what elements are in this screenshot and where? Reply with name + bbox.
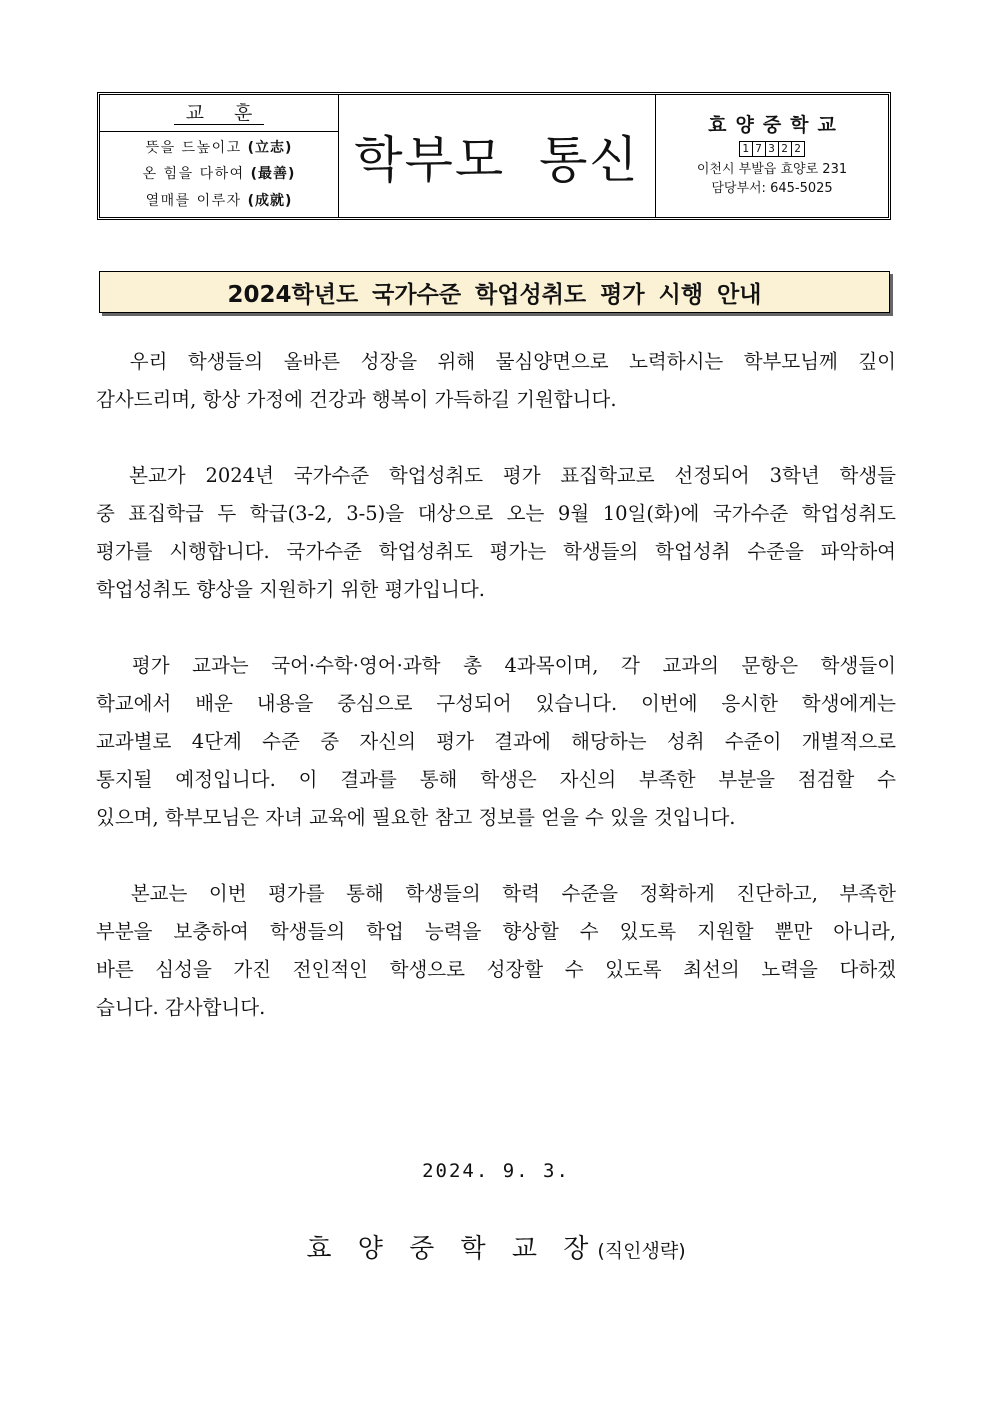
- motto-line-hanja: (最善): [250, 166, 296, 183]
- paragraph-line: 학교에서 배운 내용을 중심으로 구성되어 있습니다. 이번에 응시한 학생에게는: [96, 692, 896, 715]
- paragraph-line: 평가 교과는 국어·수학·영어·과학 총 4과목이며, 각 교과의 문항은 학생들이: [96, 654, 896, 677]
- postcode-digit: 1: [739, 141, 753, 157]
- newsletter-title: 학부모 통신: [354, 131, 640, 189]
- school-motto-box: [100, 95, 339, 217]
- motto-heading-cell: [100, 95, 338, 132]
- paragraph-line: 감사드리며, 항상 가정에 건강과 행복이 가득하길 기원합니다.: [96, 388, 617, 411]
- paragraph-line: 바른 심성을 가진 전인적인 학생으로 성장할 수 있도록 최선의 노력을 다하겠: [96, 958, 896, 981]
- paragraph-line: 습니다. 감사합니다.: [96, 996, 266, 1019]
- motto-line-hanja: (成就): [247, 192, 293, 209]
- principal-title: 효 양 중 학 교 장: [306, 1234, 598, 1264]
- paragraph: [96, 343, 896, 419]
- school-address: 이천시 부발읍 효양로 231: [696, 162, 848, 177]
- motto-line-text: 온 힘을 다하여: [142, 166, 245, 183]
- paragraph-line: 통지될 예정입니다. 이 결과를 통해 학생은 자신의 부족한 부분을 점검할 수: [96, 768, 896, 791]
- notice-title-box: [99, 271, 890, 313]
- newsletter-title-cell: [339, 95, 656, 217]
- paragraph-line: 평가를 시행합니다. 국가수준 학업성취도 평가는 학생들의 학업성취 수준을 파악하여: [96, 540, 896, 563]
- paragraph-line: 교과별로 4단계 수준 중 자신의 평가 결과에 해당하는 성취 수준이 개별적으로: [96, 730, 896, 753]
- paragraph-line: 학업성취도 향상을 지원하기 위한 평가입니다.: [96, 578, 485, 601]
- postcode-digit: 7: [752, 141, 766, 157]
- paragraph: [96, 647, 896, 837]
- motto-lines: [100, 132, 338, 217]
- postcode-digit: 2: [791, 141, 805, 157]
- newsletter-header: [97, 92, 891, 220]
- motto-line-text: 뜻을 드높이고: [145, 140, 242, 157]
- motto-heading: 교 훈: [174, 102, 265, 125]
- signature-block: [0, 1228, 992, 1265]
- motto-line-hanja: (立志): [247, 140, 293, 157]
- paragraph-line: 있으며, 학부모님은 자녀 교육에 필요한 참고 정보를 얻을 수 있을 것입니다.: [96, 806, 736, 829]
- notice-title: 2024학년도 국가수준 학업성취도 평가 시행 안내: [227, 281, 762, 308]
- seal-omitted-note: (직인생략): [597, 1240, 686, 1262]
- paragraph-line: 본교는 이번 평가를 통해 학생들의 학력 수준을 정확하게 진단하고, 부족한: [96, 882, 896, 905]
- paragraph-line: 부분을 보충하여 학생들의 학업 능력을 향상할 수 있도록 지원할 뿐만 아니라,: [96, 920, 896, 943]
- paragraph-line: 중 표집학급 두 학급(3-2, 3-5)을 대상으로 오는 9월 10일(화)에 국가수준 학업성취도: [96, 502, 896, 525]
- paragraph-line: 우리 학생들의 올바른 성장을 위해 물심양면으로 노력하시는 학부모님께 깊이: [96, 350, 896, 373]
- letter-body: [96, 343, 896, 1065]
- paragraph-line: 본교가 2024년 국가수준 학업성취도 평가 표집학교로 선정되어 3학년 학생들: [96, 464, 896, 487]
- school-department-phone: 담당부서: 645-5025: [711, 181, 833, 196]
- issue-date: 2024. 9. 3.: [422, 1160, 570, 1182]
- motto-line: [146, 137, 293, 157]
- school-name: 효양중학교: [708, 114, 845, 136]
- paragraph: [96, 457, 896, 609]
- school-info-box: [656, 95, 888, 217]
- postcode-digit: 3: [765, 141, 779, 157]
- motto-line-text: 열매를 이루자: [145, 192, 242, 209]
- postcode-boxes: [740, 141, 805, 157]
- paragraph: [96, 875, 896, 1027]
- motto-line: [143, 163, 296, 183]
- postcode-digit: 2: [778, 141, 792, 157]
- motto-line: [146, 190, 293, 210]
